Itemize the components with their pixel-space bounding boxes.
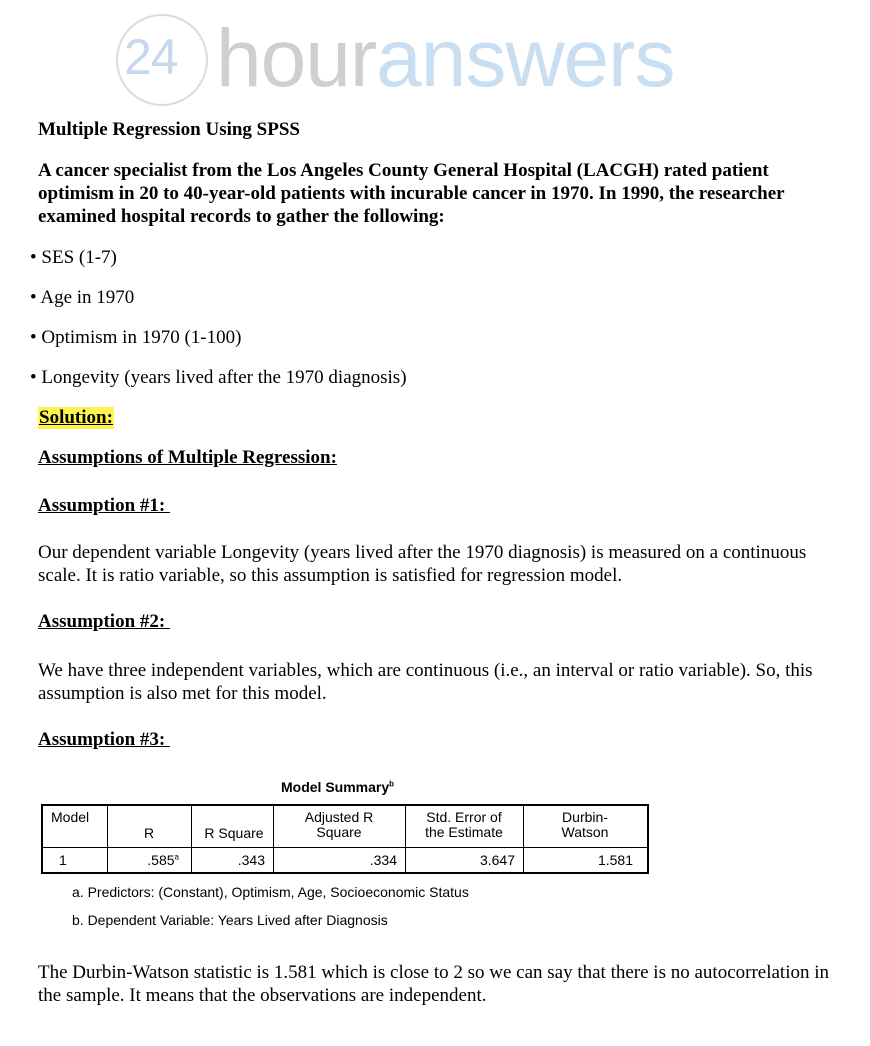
cell-r-sup: a (174, 852, 179, 862)
cell-r-square: .343 (237, 852, 265, 868)
header-durbin-watson-line2: Watson (561, 824, 609, 840)
header-r-square: R Square (204, 825, 264, 841)
logo-number: 24 (124, 29, 178, 85)
bullet-item: • Age in 1970 (30, 287, 135, 308)
table-footnote: b. Dependent Variable: Years Lived after Diagnosis (72, 912, 388, 928)
assumption-3-heading: Assumption #3: (38, 729, 170, 750)
model-summary-title-sup: b (389, 779, 395, 789)
header-adjusted-r-square (273, 810, 405, 840)
cell-adjusted-r-square: .334 (369, 852, 397, 868)
cell-model: 1 (59, 852, 67, 868)
model-summary-title (281, 779, 394, 795)
header-r: R (143, 825, 155, 841)
logo-word-hour: hour (216, 13, 377, 104)
bullet-item: • SES (1-7) (30, 247, 117, 268)
conclusion-paragraph: The Durbin-Watson statistic is 1.581 which is close to 2 so we can say that there is no autocorrelation in the sample. It means that the observations are independent. (38, 962, 830, 1006)
header-adjusted-r-line2: Square (316, 824, 362, 840)
cell-std-error: 3.647 (479, 852, 515, 868)
model-summary-table (41, 804, 649, 874)
assumption-1-heading: Assumption #1: (38, 495, 170, 516)
assumption-2-heading: Assumption #2: (38, 611, 170, 632)
header-std-error-line1: Std. Error of (426, 809, 502, 825)
cell-r-value: .585 (147, 852, 175, 868)
logo-word-answers: answers (376, 13, 675, 104)
logo-wordmark (216, 13, 675, 104)
header-durbin-watson (523, 810, 647, 840)
header-std-error (405, 810, 523, 840)
solution-label: Solution: (39, 407, 113, 428)
bullet-item: • Optimism in 1970 (1-100) (30, 327, 242, 348)
table-footnote: a. Predictors: (Constant), Optimism, Age, Socioeconomic Status (72, 884, 469, 900)
header-adjusted-r-line1: Adjusted R (304, 809, 374, 825)
logo (116, 14, 716, 108)
assumptions-heading: Assumptions of Multiple Regression: (38, 447, 337, 468)
assumption-2-text: We have three independent variables, which are continuous (i.e., an interval or ratio variable). So, this assumption is also met for this model. (38, 660, 813, 704)
page-title: Multiple Regression Using SPSS (38, 119, 300, 140)
header-std-error-line2: the Estimate (425, 824, 503, 840)
intro-paragraph: A cancer specialist from the Los Angeles County General Hospital (LACGH) rated patient optimism in 20 to 40-year-old patients with incurable cancer in 1970. In 1990, the researcher examined hospital records to gather the following: (38, 160, 785, 227)
cell-r (107, 852, 191, 868)
assumption-1-text: Our dependent variable Longevity (years lived after the 1970 diagnosis) is measured on a continuous scale. It is ratio variable, so this assumption is satisfied for regression model. (38, 542, 807, 586)
cell-durbin-watson: 1.581 (597, 852, 633, 868)
bullet-item: • Longevity (years lived after the 1970 diagnosis) (30, 367, 407, 388)
model-summary-title-text: Model Summary (281, 779, 390, 795)
header-durbin-watson-line1: Durbin- (562, 809, 608, 825)
header-model: Model (51, 809, 90, 825)
